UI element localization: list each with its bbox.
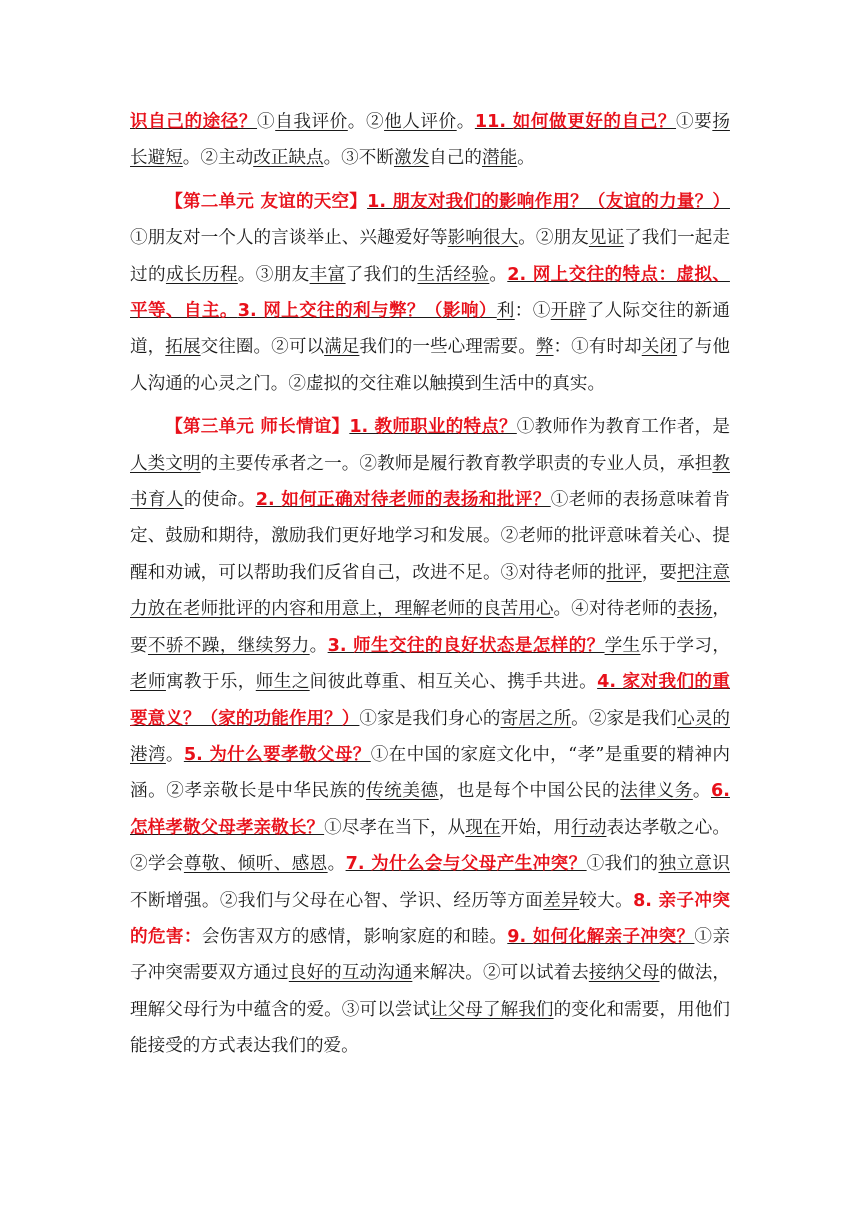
key-point: 弊 — [535, 337, 554, 358]
question-heading: 11. 如何做更好的自己？ — [474, 112, 677, 132]
question-heading: 7. 为什么会与父母产生冲突？ — [345, 854, 587, 875]
question-heading: 5. 为什么要孝敬父母？ — [183, 744, 371, 765]
body-text: 的变化和需要，用他们能接受的方式表达我们的爱。 — [130, 999, 730, 1057]
body-text: ，要 — [641, 562, 678, 583]
body-text: 我们的一些心理需要。 — [359, 337, 536, 358]
key-point: 利 — [496, 301, 515, 322]
key-point: 改正缺点 — [253, 148, 324, 169]
key-point: 潜能 — [481, 148, 518, 169]
key-point: 满足 — [324, 337, 360, 358]
question-heading: 识自己的途径？ — [130, 112, 258, 132]
body-text: 。③朋友 — [237, 264, 310, 285]
body-text: 会伤害双方的感情，影响家庭的和睦。 — [201, 926, 508, 947]
body-text: 。④对待老师的 — [553, 599, 678, 620]
body-text: ①教师作为教育工作者，是 — [516, 417, 730, 438]
body-text: 表达孝敬之心。②学会 — [130, 817, 730, 875]
key-point: 扬长避短 — [130, 112, 730, 169]
key-point: 独立意识 — [658, 854, 730, 875]
key-point: 心灵的港湾 — [130, 708, 730, 765]
body-text: 了与他人沟通的心灵之门。②虚拟的交往难以触摸到生活中的真实。 — [130, 337, 730, 394]
key-point: 激发 — [393, 148, 430, 169]
body-text: 自己的 — [429, 148, 482, 169]
question-heading: 1. 教师职业的特点？ — [349, 417, 517, 438]
body-text: ①我们的 — [586, 854, 659, 875]
body-text: ，也是每个中国公民的 — [438, 781, 621, 802]
key-point: 成长历程 — [165, 264, 238, 285]
paragraph — [130, 409, 730, 1064]
key-point: 接纳父母 — [588, 963, 660, 984]
body-text: 来解决。②可以试着去 — [412, 963, 589, 984]
body-text: 开始，用 — [500, 817, 572, 838]
body-text: 的使命。 — [183, 490, 256, 511]
key-point: 教书育人 — [130, 453, 730, 511]
unit-heading: 【第三单元 师长情谊】 — [165, 417, 350, 438]
body-text: 的做法，理解父母行为中蕴含的爱。③可以尝试 — [130, 963, 730, 1020]
body-text: ：① — [514, 301, 551, 322]
key-point: 差异 — [543, 890, 580, 911]
body-text: ，要 — [130, 599, 730, 656]
body-text: ① — [257, 112, 276, 132]
question-heading: 9. 如何化解亲子冲突？ — [507, 926, 695, 947]
key-point: 见证 — [588, 228, 625, 249]
key-point: 良好的互动沟通 — [288, 963, 413, 984]
key-point: 影响很大 — [447, 228, 519, 249]
body-text: 。 — [692, 781, 711, 802]
body-text: 了我们的 — [345, 264, 418, 285]
body-text: 不断增强。②我们与父母在心智、学识、经历等方面 — [130, 890, 544, 911]
body-text: 。 — [517, 148, 535, 169]
key-point: 尊敬、倾听、感恩 — [183, 854, 328, 875]
body-text: 。②朋友 — [518, 228, 589, 249]
body-text: ①要 — [676, 112, 713, 132]
key-point: 行动 — [571, 817, 607, 838]
body-text: 交往圈。②可以 — [200, 337, 325, 358]
question-heading: 2. 如何正确对待老师的表扬和批评？ — [255, 490, 551, 511]
body-text: ①在中国的家庭文化中，“孝”是重要的精神内涵。②孝亲敬长是中华民族的 — [130, 744, 730, 802]
question-heading: 1. 朋友对我们的影响作用？（友谊的力量？） — [367, 191, 730, 212]
question-heading: 3. 师生交往的良好状态是怎样的？ — [327, 635, 605, 656]
body-text: 。 — [165, 744, 184, 765]
body-text: 。②主动 — [182, 148, 254, 169]
body-text: 的主要传承者之一。②教师是履行教育教学职责的专业人员，承担 — [200, 453, 713, 474]
key-point: 让父母了解我们 — [430, 999, 554, 1020]
key-point: 生活经验 — [417, 264, 490, 285]
document-page — [130, 104, 730, 1072]
key-point: 关闭 — [641, 337, 678, 358]
key-point: 丰富 — [309, 264, 346, 285]
body-text: 。 — [327, 854, 346, 875]
question-heading: 6. 怎样孝敬父母孝亲敬长？ — [130, 781, 730, 838]
body-text: 寓教于乐， — [165, 672, 256, 693]
question-heading: 2. 网上交往的特点：虚拟、平等、自主。 — [130, 264, 730, 322]
key-point: 寄居之所 — [500, 708, 572, 729]
body-text: ①老师的表扬意味着肯定、鼓励和期待，激励我们更好地学习和发展。②老师的批评意味着关心、提醒和劝诫，可以帮助我们反省自己，改进不足。③对待老师的 — [130, 490, 730, 583]
question-heading: 3. 网上交往的利与弊？（影响） — [237, 301, 497, 322]
unit-heading: 【第二单元 友谊的天空】 — [165, 191, 368, 212]
key-point: 开辟 — [550, 301, 587, 322]
body-text: 间彼此尊重、相互关心、携手共进。 — [309, 672, 598, 693]
paragraph — [130, 104, 730, 177]
key-point: 法律义务 — [620, 781, 693, 802]
body-text: ①家是我们身心的 — [359, 708, 501, 729]
body-text: ①朋友对一个人的言谈举止、兴趣爱好等 — [130, 228, 448, 249]
body-text: 。③不断 — [323, 148, 394, 169]
body-text: 乐于学习， — [640, 635, 730, 656]
body-text: 。 — [309, 635, 328, 656]
body-text: 了人际交往的新通道， — [130, 301, 730, 358]
key-point: 表扬 — [677, 599, 713, 620]
body-text: 。 — [456, 112, 475, 132]
paragraph — [130, 184, 730, 402]
key-point: 传统美德 — [366, 781, 439, 802]
key-point: 老师 — [130, 672, 166, 693]
question-heading: 8. 亲子冲突的危害： — [130, 890, 730, 947]
key-point: 学生 — [604, 635, 641, 656]
body-text: 了我们一起走过的 — [130, 228, 730, 285]
body-text: ：①有时却 — [553, 337, 642, 358]
key-point: 不骄不躁，继续努力 — [147, 635, 310, 656]
question-heading: 4. 家对我们的重要意义？（家的功能作用？） — [130, 672, 730, 729]
key-point: 把注意力放在老师批评的内容和用意上，理解老师的良苦用心 — [130, 562, 730, 620]
body-text: 。② — [347, 112, 385, 132]
body-text: 。②家是我们 — [571, 708, 678, 729]
key-point: 人类文明 — [130, 453, 201, 474]
body-text: ①尽孝在当下，从 — [324, 817, 466, 838]
key-point: 他人评价 — [384, 112, 457, 132]
body-text: 较大。 — [579, 890, 634, 911]
body-text: 。 — [489, 264, 508, 285]
key-point: 师生之 — [255, 672, 310, 693]
key-point: 自我评价 — [275, 112, 348, 132]
key-point: 拓展 — [165, 337, 201, 358]
body-text: ①亲子冲突需要双方通过 — [130, 926, 730, 984]
key-point: 批评 — [606, 562, 642, 583]
key-point: 现在 — [465, 817, 501, 838]
